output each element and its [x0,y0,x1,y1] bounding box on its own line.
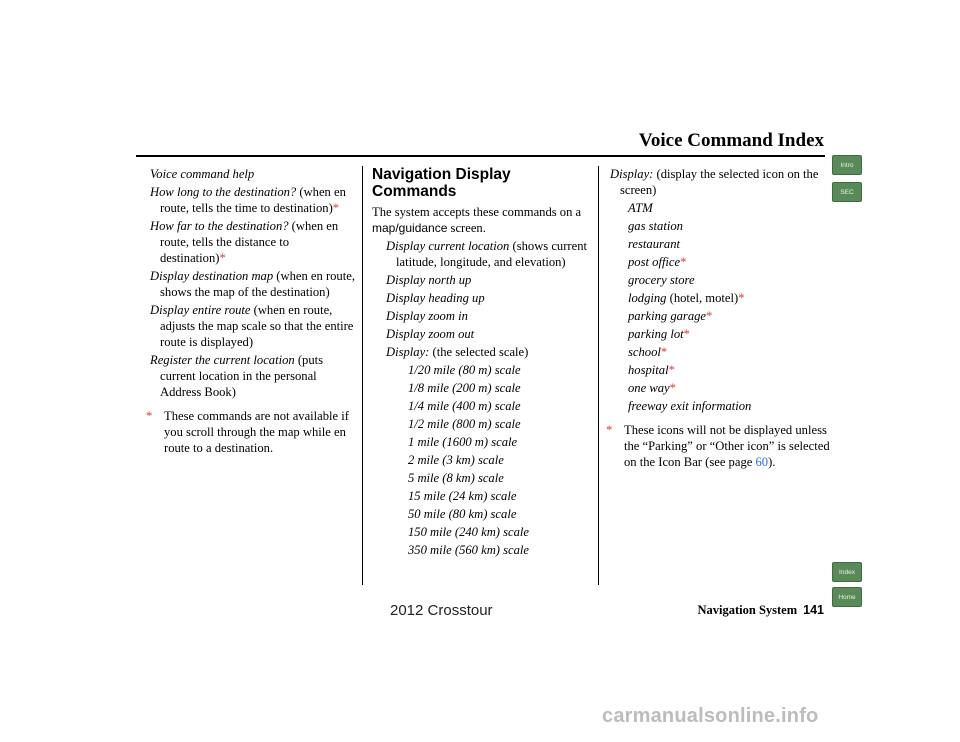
icon-item [610,272,830,288]
scale-list [372,362,590,558]
icon-name: gas station [628,219,683,233]
command-item [150,218,355,266]
icon-name: post office [628,255,681,269]
screen-name: map/guidance [372,221,448,235]
scale-label: 150 mile (240 km) scale [408,525,530,539]
scale-item [372,362,590,378]
column-divider [362,166,363,585]
command-desc: (the selected scale) [429,345,529,359]
command-phrase: Display: [386,345,430,359]
footer-page-info [600,603,824,618]
command-desc: (when en route, tells the distance to destination) [160,219,339,265]
column-left [146,166,355,456]
scale-label: 2 mile (3 km) scale [408,453,504,467]
icon-name: freeway exit information [628,399,752,413]
command-item [150,184,355,216]
scale-label: 1/4 mile (400 m) scale [408,399,521,413]
scale-label: 5 mile (8 km) scale [408,471,504,485]
asterisk-mark: * [660,345,668,359]
icon-name: ATM [628,201,653,215]
icon-item [610,290,830,306]
command-phrase: How long to the destination? [150,185,297,199]
page-title: Voice Command Index [638,130,824,151]
header-rule [136,155,825,157]
icon-name: parking lot [628,327,684,341]
sec-button[interactable]: SEC [832,182,862,202]
asterisk-mark: * [332,201,340,215]
model-label: 2012 Crosstour [390,602,493,619]
command-phrase: Display current location [386,239,510,253]
scale-label: 1/8 mile (200 m) scale [408,381,521,395]
command-phrase: How far to the destination? [150,219,289,233]
command-desc: (shows current latitude, longitude, and elevation) [396,239,588,269]
command-item [610,166,830,198]
column-middle [372,166,590,560]
command-list [150,166,355,400]
scale-label: 1/2 mile (800 m) scale [408,417,521,431]
command-item [150,268,355,300]
command-phrase: Display: [610,167,654,181]
scale-label: 1/20 mile (80 m) scale [408,363,521,377]
intro-post: screen. [447,221,486,235]
icon-name: grocery store [628,273,695,287]
command-item [150,166,355,182]
command-desc: (display the selected icon on the screen) [620,167,819,197]
asterisk-mark: * [146,409,153,423]
icon-item [610,326,830,342]
footer-section: Navigation System [697,603,798,617]
icon-item [610,254,830,270]
asterisk-mark: * [668,363,675,377]
scale-item [372,416,590,432]
icon-item [610,236,830,252]
icon-item [610,200,830,216]
scale-item [372,542,590,558]
command-phrase: Display north up [386,273,472,287]
command-desc: (when en route, adjusts the map scale so that the entire route is displayed) [160,303,354,349]
section-heading: Navigation Display Commands [372,166,511,200]
asterisk-mark: * [683,327,690,341]
page-number: 141 [803,603,824,617]
command-phrase: Display entire route [150,303,251,317]
icon-item [610,362,830,378]
icon-item [610,308,830,324]
command-item [372,238,590,270]
command-phrase: Display destination map [150,269,274,283]
scale-label: 350 mile (560 km) scale [408,543,530,557]
command-desc: (when en route, tells the time to destination) [160,185,346,215]
command-item [150,302,355,350]
column-divider [598,166,599,585]
command-item [372,290,590,306]
scale-item [372,398,590,414]
home-button[interactable]: Home [832,587,862,607]
command-phrase: Register the current location [150,353,295,367]
icon-name: lodging [628,291,667,305]
scale-item [372,380,590,396]
command-phrase: Display zoom out [386,327,475,341]
scale-item [372,434,590,450]
footnote-text: These commands are not available if you scroll through the map while en route to a destination. [164,409,349,455]
asterisk-mark: * [706,309,713,323]
intro-text [372,204,590,236]
scale-item [372,506,590,522]
command-item [372,344,590,360]
scale-item [372,524,590,540]
command-item [372,326,590,342]
scale-item [372,488,590,504]
scale-label: 15 mile (24 km) scale [408,489,517,503]
icon-name: restaurant [628,237,681,251]
command-phrase: Display zoom in [386,309,468,323]
footnote [606,422,830,470]
intro-button[interactable]: Intro [832,155,862,175]
scale-item [372,452,590,468]
command-desc: (when en route, shows the map of the destination) [160,269,355,299]
asterisk-mark: * [606,423,613,437]
asterisk-mark: * [680,255,687,269]
footnote [146,408,355,456]
page-link[interactable]: 60 [755,455,769,469]
column-right [606,166,830,470]
intro-pre: The system accepts these commands on a [372,205,582,219]
footnote-end: ). [768,455,776,469]
command-item [150,352,355,400]
icon-item [610,380,830,396]
command-phrase: Display heading up [386,291,485,305]
index-button[interactable]: Index [832,562,862,582]
command-desc: (puts current location in the personal Address Book) [160,353,324,399]
footnote-text: These icons will not be displayed unless the “Parking” or “Other icon” is selected on the Icon Bar (see page [624,423,830,469]
command-phrase: Voice command help [150,167,255,181]
scale-label: 50 mile (80 km) scale [408,507,517,521]
icon-item [610,398,830,414]
icon-name: parking garage [628,309,707,323]
icon-name: hospital [628,363,669,377]
command-item [372,272,590,288]
icon-name: school [628,345,661,359]
command-item [372,308,590,324]
asterisk-mark: * [669,381,676,395]
icon-item [610,344,830,360]
icon-desc: (hotel, motel) [666,291,739,305]
icon-name: one way [628,381,670,395]
icon-list [610,200,830,414]
scale-label: 1 mile (1600 m) scale [408,435,518,449]
asterisk-mark: * [738,291,745,305]
icon-item [610,218,830,234]
scale-item [372,470,590,486]
watermark: carmanualsonline.info [602,705,819,727]
asterisk-mark: * [219,251,226,265]
